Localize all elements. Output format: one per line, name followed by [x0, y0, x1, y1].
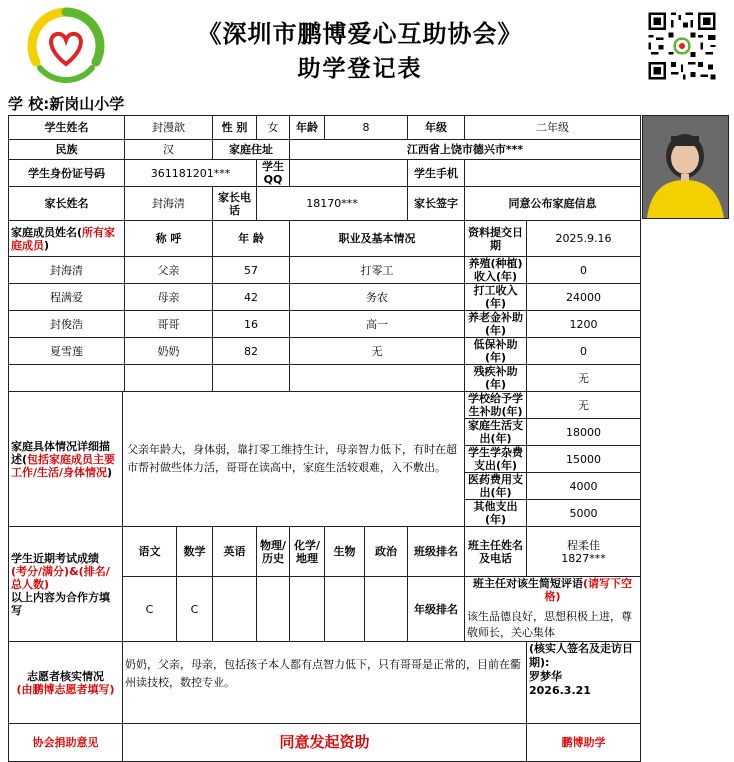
- student-qq-label: 学生QQ: [257, 160, 290, 187]
- score-english: [213, 577, 257, 642]
- exam-subject-row: [9, 527, 641, 577]
- member-age: 82: [213, 338, 290, 365]
- qr-code-icon: [646, 10, 718, 82]
- score-math: C: [177, 577, 213, 642]
- expense-value: 5000: [527, 500, 641, 527]
- expense-value: 15000: [527, 446, 641, 473]
- income-label: 低保补助(年): [465, 338, 527, 365]
- parent-phone-label: 家长电话: [213, 187, 257, 221]
- income-value: 0: [527, 338, 641, 365]
- age-value: 8: [325, 116, 408, 140]
- student-row-3: [9, 160, 641, 187]
- grade-value: 二年级: [465, 116, 641, 140]
- gender-value: 女: [257, 116, 290, 140]
- student-row-1: [9, 116, 641, 140]
- student-name-label: 学生姓名: [9, 116, 125, 140]
- income-label: 打工收入(年): [465, 284, 527, 311]
- registration-table: [8, 115, 641, 762]
- address-value: 江西省上饶市德兴市***: [290, 140, 641, 160]
- exam-label: 学生近期考试成绩 (考分/满分)&(排名/总人数) 以上内容为合作方填写: [9, 527, 123, 642]
- student-phone-value: [465, 160, 641, 187]
- family-member-row-empty: [9, 365, 641, 392]
- income-value: 1200: [527, 311, 641, 338]
- parent-name-value: 封海清: [125, 187, 213, 221]
- family-member-row: [9, 257, 641, 284]
- score-chinese: C: [123, 577, 177, 642]
- expense-value: 18000: [527, 419, 641, 446]
- member-relation: 奶奶: [125, 338, 213, 365]
- student-photo-image-icon: [643, 116, 728, 218]
- member-relation: 哥哥: [125, 311, 213, 338]
- score-chemistry-geography: [290, 577, 325, 642]
- situation-description: 父亲年龄大，身体弱，靠打零工维持生计，母亲智力低下，有时在超市帮衬做些体力活，哥哥在读高中，家庭生活较艰难，入不敷出。: [123, 392, 465, 527]
- score-biology: [325, 577, 365, 642]
- grade-label: 年级: [408, 116, 465, 140]
- subject-biology: 生物: [325, 527, 365, 577]
- parent-phone-value: 18170***: [257, 187, 408, 221]
- volunteer-text: 奶奶，父亲，母亲，包括孩子本人都有点智力低下，只有哥哥是正常的，目前在衢州读技校，数控专业。: [123, 642, 527, 724]
- income-value: 无: [527, 365, 641, 392]
- expense-label: 学生学杂费支出(年): [465, 446, 527, 473]
- situation-label: 家庭具体情况详细描述(包括家庭成员主要工作/生活/身体情况): [9, 392, 123, 527]
- parent-row: [9, 187, 641, 221]
- subject-english: 英语: [213, 527, 257, 577]
- expense-label: 家庭生活支出(年): [465, 419, 527, 446]
- consent-label: 同意公布家庭信息: [465, 187, 641, 221]
- family-member-row: [9, 338, 641, 365]
- income-label: 养老金补助(年): [465, 311, 527, 338]
- verifier-cell: (核实人签名及走访日期): 罗梦华 2026.3.21: [527, 642, 641, 724]
- volunteer-row: [9, 642, 641, 724]
- address-label: 家庭住址: [213, 140, 290, 160]
- student-id-value: 361181201***: [125, 160, 257, 187]
- expense-value: 4000: [527, 473, 641, 500]
- gender-label: 性 别: [213, 116, 257, 140]
- form-header: [0, 0, 734, 92]
- brand-label: 鹏博助学: [527, 724, 641, 762]
- expense-label: 其他支出(年): [465, 500, 527, 527]
- family-relation-header: 称 呼: [125, 221, 213, 257]
- submit-date-value: 2025.9.16: [527, 221, 641, 257]
- teacher-value: 程柔佳 1827***: [527, 527, 641, 577]
- family-job-header: 职业及基本情况: [290, 221, 465, 257]
- form-title: 《深圳市鹏博爱心互助协会》: [197, 19, 523, 48]
- student-qq-value: [290, 160, 408, 187]
- donation-opinion-label: 协会捐助意见: [9, 724, 123, 762]
- donation-opinion: 同意发起资助: [123, 724, 527, 762]
- member-name: 程满爱: [9, 284, 125, 311]
- footer-row: [9, 724, 641, 762]
- verify-date: 2026.3.21: [529, 684, 591, 697]
- parent-sign-label: 家长签字: [408, 187, 465, 221]
- parent-name-label: 家长姓名: [9, 187, 125, 221]
- class-rank-label: 班级排名: [408, 527, 465, 577]
- expense-label: 医药费用支出(年): [465, 473, 527, 500]
- subject-chinese: 语文: [123, 527, 177, 577]
- member-job: 高一: [290, 311, 465, 338]
- student-row-2: [9, 140, 641, 160]
- score-physics-history: [257, 577, 290, 642]
- member-name: 封海清: [9, 257, 125, 284]
- subject-physics-history: 物理/历史: [257, 527, 290, 577]
- member-job: 打零工: [290, 257, 465, 284]
- family-member-row: [9, 284, 641, 311]
- volunteer-label: 志愿者核实情况 (由鹏博志愿者填写): [9, 642, 123, 724]
- student-phone-label: 学生手机: [408, 160, 465, 187]
- teacher-comment: 该生品德良好，思想积极上进，尊敬师长，关心集体: [467, 610, 632, 639]
- subject-chemistry-geography: 化学/地理: [290, 527, 325, 577]
- subject-math: 数学: [177, 527, 213, 577]
- student-photo: [642, 115, 729, 219]
- member-job: 无: [290, 338, 465, 365]
- member-relation: 母亲: [125, 284, 213, 311]
- family-header-row: [9, 221, 641, 257]
- age-label: 年龄: [290, 116, 325, 140]
- teacher-label: 班主任姓名及电话: [465, 527, 527, 577]
- member-age: 42: [213, 284, 290, 311]
- expense-label: 学校给予学生补助(年): [465, 392, 527, 419]
- ethnicity-value: 汉: [125, 140, 213, 160]
- member-relation: 父亲: [125, 257, 213, 284]
- student-id-label: 学生身份证号码: [9, 160, 125, 187]
- ethnicity-label: 民族: [9, 140, 125, 160]
- association-heart-logo-icon: [26, 6, 106, 86]
- verifier-name: 罗梦华: [529, 670, 562, 683]
- income-value: 24000: [527, 284, 641, 311]
- grade-rank-label: 年级排名: [408, 577, 465, 642]
- income-label: 养殖(种植)收入(年): [465, 257, 527, 284]
- family-member-row: [9, 311, 641, 338]
- member-age: 16: [213, 311, 290, 338]
- score-politics: [365, 577, 408, 642]
- family-name-header: 家庭成员姓名(所有家庭成员): [9, 221, 125, 257]
- situation-row: [9, 392, 641, 419]
- teacher-comment-cell: 班主任对该生简短评语(请写下空格) 该生品德良好，思想积极上进，尊敬师长，关心集体: [465, 577, 641, 642]
- form-subtitle: 助学登记表: [297, 55, 423, 82]
- income-label: 残疾补助(年): [465, 365, 527, 392]
- member-name: 夏雪莲: [9, 338, 125, 365]
- family-age-header: 年 龄: [213, 221, 290, 257]
- subject-politics: 政治: [365, 527, 408, 577]
- member-job: 务农: [290, 284, 465, 311]
- expense-value: 无: [527, 392, 641, 419]
- submit-date-label: 资料提交日期: [465, 221, 527, 257]
- income-value: 0: [527, 257, 641, 284]
- school-name: 学 校:新岗山小学: [8, 95, 125, 113]
- member-age: 57: [213, 257, 290, 284]
- student-name-value: 封漫歆: [125, 116, 213, 140]
- member-name: 封俊浩: [9, 311, 125, 338]
